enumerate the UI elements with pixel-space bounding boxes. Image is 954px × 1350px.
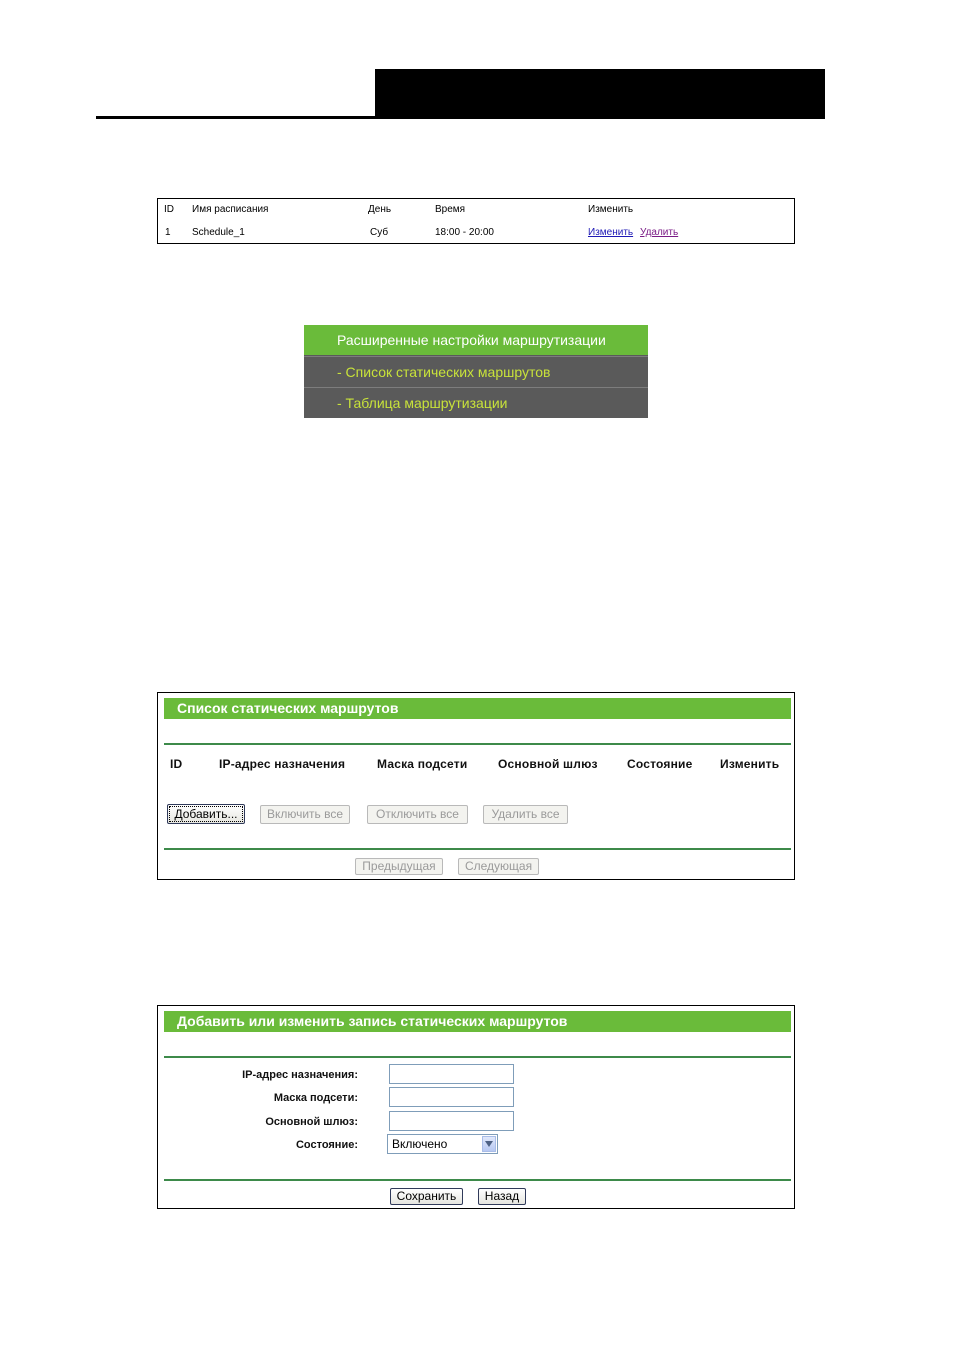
panel-title: Список статических маршрутов bbox=[164, 698, 791, 719]
header-rule bbox=[96, 116, 825, 119]
column-header-edit: Изменить bbox=[720, 757, 780, 771]
subnet-mask-label: Маска подсети: bbox=[273, 1092, 358, 1104]
column-header-id: ID bbox=[164, 204, 174, 215]
add-button[interactable]: Добавить... bbox=[167, 804, 245, 824]
subnet-mask-input[interactable] bbox=[389, 1087, 514, 1107]
column-header-destination: IP-адрес назначения bbox=[219, 757, 346, 771]
edit-link[interactable]: Изменить bbox=[588, 227, 634, 238]
status-label: Состояние: bbox=[295, 1139, 358, 1151]
save-button[interactable]: Сохранить bbox=[390, 1188, 463, 1205]
static-routes-panel bbox=[157, 692, 795, 880]
edit-static-route-panel bbox=[157, 1005, 795, 1209]
column-header-status: Состояние bbox=[627, 757, 693, 771]
status-select-value: Включено bbox=[392, 1137, 448, 1151]
header-banner-edge bbox=[822, 69, 825, 119]
delete-all-button[interactable]: Удалить все bbox=[483, 805, 568, 824]
header-banner bbox=[375, 69, 822, 116]
row-time: 18:00 - 20:00 bbox=[435, 227, 494, 238]
gateway-input[interactable] bbox=[389, 1111, 514, 1131]
menu-item-static-routes[interactable]: - Список статических маршрутов bbox=[304, 356, 648, 386]
column-header-time: Время bbox=[435, 204, 466, 215]
divider bbox=[164, 743, 791, 745]
disable-all-button[interactable]: Отключить все bbox=[367, 805, 468, 824]
panel-title: Добавить или изменить запись статических маршрутов bbox=[164, 1011, 791, 1032]
row-schedule-name: Schedule_1 bbox=[192, 227, 245, 238]
divider bbox=[164, 848, 791, 850]
divider bbox=[164, 1179, 791, 1181]
previous-page-button[interactable]: Предыдущая bbox=[355, 858, 443, 875]
destination-ip-input[interactable] bbox=[389, 1064, 514, 1084]
menu-item-routing-table[interactable]: - Таблица маршрутизации bbox=[304, 387, 648, 417]
divider bbox=[164, 1056, 791, 1058]
row-id: 1 bbox=[165, 227, 171, 238]
column-header-mask: Маска подсети bbox=[377, 757, 468, 771]
destination-label: IP-адрес назначения: bbox=[242, 1069, 358, 1081]
status-select[interactable] bbox=[387, 1134, 498, 1154]
column-header-gateway: Основной шлюз bbox=[498, 757, 598, 771]
row-day: Суб bbox=[370, 227, 389, 238]
back-button[interactable]: Назад bbox=[478, 1188, 526, 1205]
column-header-schedule-name: Имя расписания bbox=[192, 204, 269, 215]
column-header-day: День bbox=[368, 204, 392, 215]
gateway-label: Основной шлюз: bbox=[265, 1116, 358, 1128]
next-page-button[interactable]: Следующая bbox=[458, 858, 539, 875]
column-header-id: ID bbox=[170, 757, 183, 771]
schedule-table bbox=[157, 198, 795, 244]
routing-menu bbox=[304, 325, 648, 418]
enable-all-button[interactable]: Включить все bbox=[260, 805, 350, 824]
chevron-down-icon[interactable] bbox=[482, 1136, 496, 1152]
menu-title-advanced-routing[interactable]: Расширенные настройки маршрутизации bbox=[304, 325, 648, 355]
delete-link[interactable]: Удалить bbox=[640, 227, 679, 238]
column-header-edit: Изменить bbox=[588, 204, 634, 215]
